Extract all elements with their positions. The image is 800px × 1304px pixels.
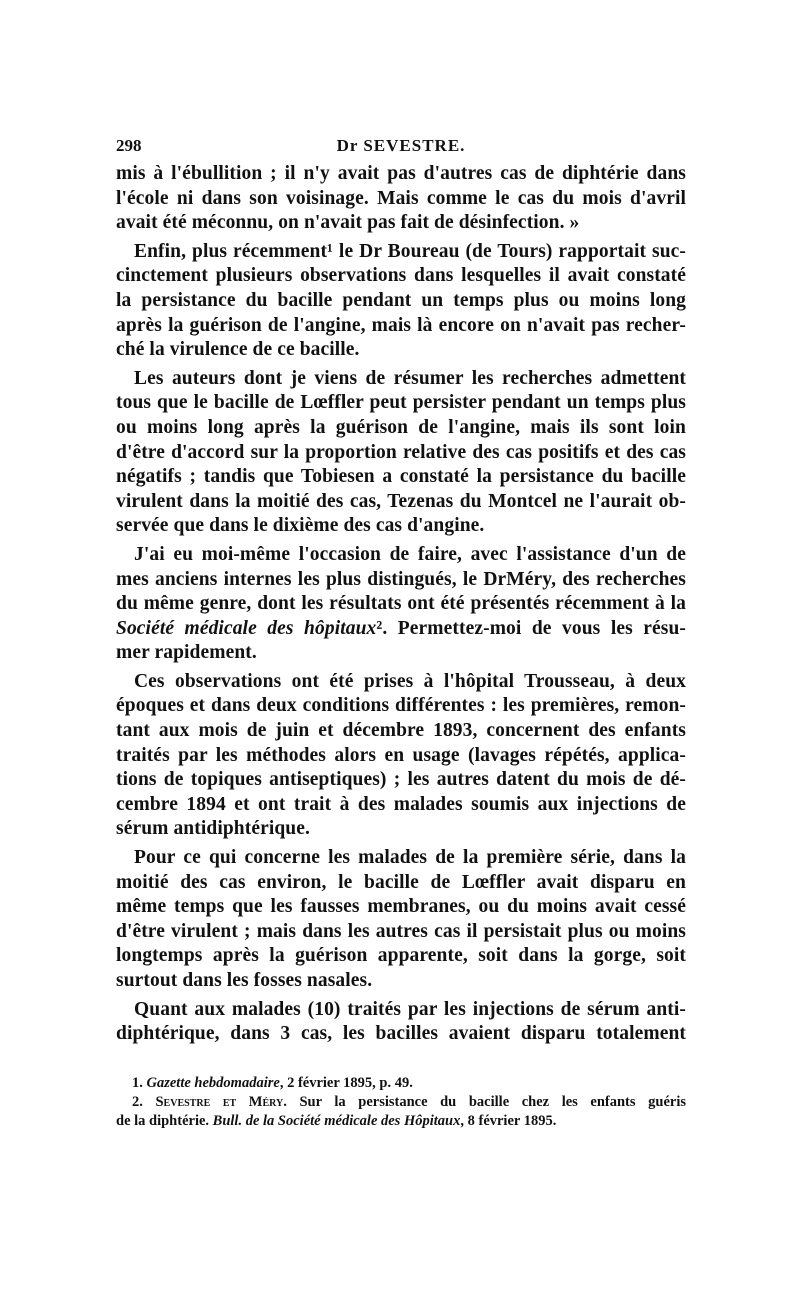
footnote-text: , 8 février 1895. — [460, 1113, 557, 1129]
text-line: tous que le bacille de Lœffler peut persister pendant un temps plus — [116, 392, 686, 414]
text-line: traités par les méthodes alors en usage (lavages répétés, applica- — [116, 744, 686, 766]
page-number: 298 — [116, 136, 142, 155]
text-line: Les auteurs dont je viens de résumer les recherches admettent — [134, 367, 686, 389]
text-line: ché la virulence de ce bacille. — [116, 339, 360, 361]
footnote-journal: Gazette hebdomadaire — [146, 1075, 280, 1091]
text-line: d'être virulent ; mais dans les autres cas il persistait plus ou moins — [116, 920, 686, 942]
text-line: négatifs ; tandis que Tobiesen a constaté la persistance du bacille — [116, 466, 686, 488]
text-line: mer rapidement. — [116, 642, 257, 664]
footnote-text: de la diphtérie. — [116, 1113, 213, 1129]
text-line: même temps que les fausses membranes, ou du moins avait cessé — [116, 896, 686, 918]
text-line: ou moins long après la guérison de l'angine, mais ils sont loin — [116, 416, 686, 438]
text-line: mis à l'ébullition ; il n'y avait pas d'autres cas de diphtérie dans — [116, 163, 686, 184]
text-line: cembre 1894 et ont trait à des malades soumis aux injections de — [116, 793, 686, 815]
text-line: époques et dans deux conditions différentes : les premières, remon- — [116, 695, 686, 717]
text-line: du même genre, dont les résultats ont été présentés récemment à la — [116, 593, 686, 615]
running-head: Dr SEVESTRE. — [336, 136, 466, 155]
text-line: Quant aux malades (10) traités par les injections de sérum anti- — [134, 998, 686, 1020]
footnote-number: 1. — [132, 1075, 143, 1091]
text-line: cinctement plusieurs observations dans lesquelles il avait constaté — [116, 265, 686, 287]
footnotes — [116, 1074, 686, 1131]
footnote-journal: Bull. de la Société médicale des Hôpitaux — [212, 1113, 461, 1129]
footnote-2-continued — [116, 1112, 686, 1131]
text-line: surtout dans les fosses nasales. — [116, 970, 373, 991]
text-line: Pour ce qui concerne les malades de la première série, dans la — [134, 847, 686, 869]
text-line: la persistance du bacille pendant un temps plus ou moins long — [116, 289, 686, 311]
page-header — [116, 136, 686, 160]
text-line: mes anciens internes les plus distingués, le DrMéry, des recherches — [116, 568, 686, 590]
text-line: après la guérison de l'angine, mais là encore on n'avait pas recher- — [116, 314, 686, 336]
footnote-text: , 2 février 1895, p. 49. — [279, 1075, 413, 1091]
text-line: longtemps après la guérison apparente, soit dans la gorge, soit — [116, 945, 686, 967]
text-line: servée que dans le dixième des cas d'angine. — [116, 515, 485, 537]
text-line: sérum antidiphtérique. — [116, 818, 310, 840]
text-line: J'ai eu moi-même l'occasion de faire, avec l'assistance d'un de — [134, 543, 686, 565]
footnote-2 — [116, 1093, 686, 1112]
text-line: moitié des cas environ, le bacille de Lœffler avait disparu en — [116, 871, 686, 893]
footnote-number: 2. — [132, 1094, 143, 1110]
text-line: d'être d'accord sur la proportion relative des cas positifs et des cas — [116, 441, 686, 463]
footnote-1 — [116, 1074, 686, 1093]
text-line: avait été méconnu, on n'avait pas fait de désinfection. » — [116, 212, 580, 234]
footnote-text: Sur la persistance du bacille chez les enfants guéris — [286, 1094, 686, 1110]
italic-title: Société médicale des hôpitaux — [116, 617, 377, 639]
text-line: Ces observations ont été prises à l'hôpital Trousseau, à deux — [134, 670, 686, 692]
text-line: tions de topiques antiseptiques) ; les autres datent du mois de dé- — [116, 769, 686, 791]
text-line: Enfin, plus récemment¹ le Dr Boureau (de Tours) rapportait suc- — [134, 240, 686, 262]
text-line: virulent dans la moitié des cas, Tezenas du Montcel ne l'aurait ob- — [116, 490, 686, 512]
text-line: l'école ni dans son voisinage. Mais comme le cas du mois d'avril — [116, 187, 686, 209]
text-line: tant aux mois de juin et décembre 1893, concernent des enfants — [116, 720, 686, 742]
footnote-authors: Sevestre et Méry. — [155, 1094, 287, 1110]
text-line: diphtérique, dans 3 cas, les bacilles avaient disparu totalement — [116, 1023, 686, 1045]
text-line-with-italic: Société médicale des hôpitaux². Permettez-moi de vous les résu- — [116, 617, 686, 639]
body-text — [116, 162, 686, 1047]
